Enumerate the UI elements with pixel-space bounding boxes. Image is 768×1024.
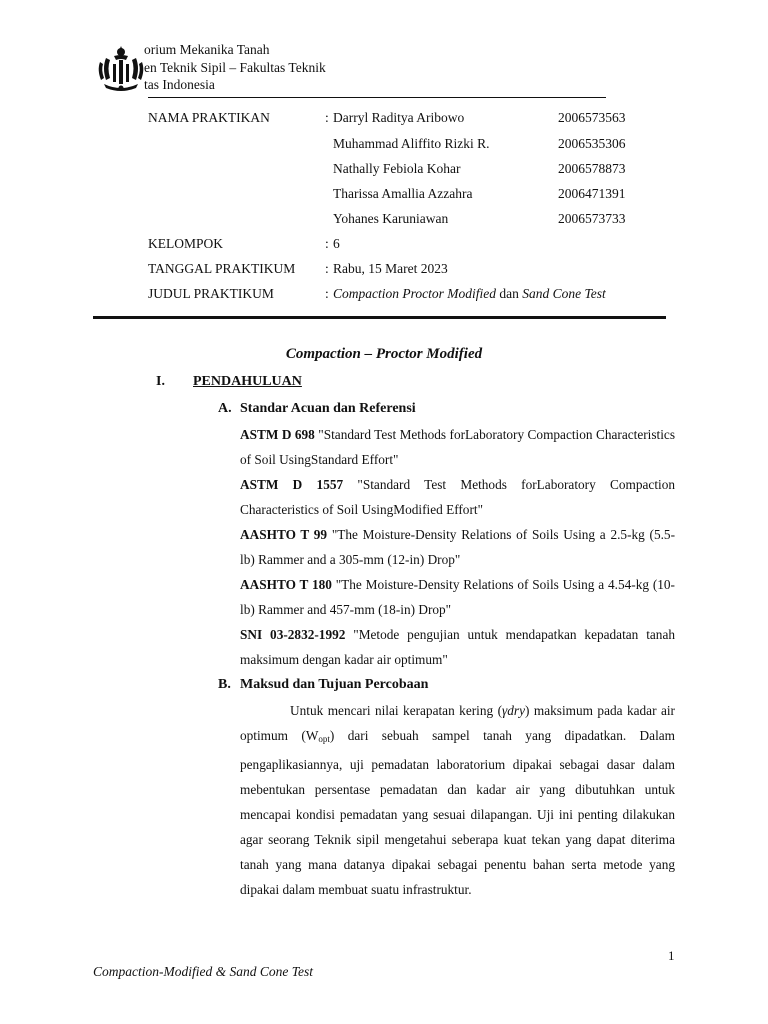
reference-text: "Metode pengujian untuk mendapatkan kepadatan tanah maksimum dengan kadar air optimum" [240,627,675,667]
tanggal-label: TANGGAL PRAKTIKUM [148,261,296,276]
member-nim: 2006535306 [558,136,626,151]
colon: : [325,261,329,276]
judul-part-3: Sand Cone Test [522,286,606,301]
identity-rule [93,316,666,319]
judul-value [333,286,606,302]
member-nim: 2006578873 [558,161,626,176]
reference-item [240,522,675,572]
reference-code: ASTM D 1557 [240,477,344,492]
subsection-letter: A. [218,401,232,416]
subsection-title: Standar Acuan dan Referensi [240,401,416,416]
member-name: Yohanes Karuniawan [333,211,449,226]
reference-text: "Standard Test Methods forLaboratory Compaction Characteristics of Soil UsingModified Effort" [240,477,676,517]
tanggal-value: Rabu, 15 Maret 2023 [333,261,448,276]
w-opt-subscript: opt [318,734,330,744]
section-number: I. [156,374,165,389]
reference-code: SNI 03-2832-1992 [240,627,346,642]
header-line-3: tas Indonesia [144,77,215,92]
document-title: Compaction – Proctor Modified [285,346,483,362]
paragraph-part-3: ) dari sebuah sampel tanah yang dipadatkan. Dalam pengaplikasiannya, uji pemadatan laboratorium dipakai sebagai dasar dalam mebentukan persentase pemadatan dan kadar air yang dibutuhkan untuk mencapai kondisi pemadatan yang sesuai dilapangan. Uji ini penting dilakukan agar seorang Teknik sipil mengetahui seberapa kuat tekan yang dapat diterima tanah yang mana datanya dipakai sebagai penentu bahan serta metode yang dipakai dalam membuat suatu infrastruktur. [240,728,676,897]
paragraph-part-2: ) maksimum pada kadar air optimum (W [240,703,675,743]
member-nim: 2006573563 [558,110,626,125]
member-nim: 2006471391 [558,186,626,201]
reference-item [240,472,675,522]
subsection-letter: B. [218,677,231,692]
member-name: Tharissa Amallia Azzahra [333,186,473,201]
university-emblem-icon [96,42,146,94]
member-name: Darryl Raditya Aribowo [333,110,465,125]
member-name: Nathally Febiola Kohar [333,161,461,176]
paragraph-part-1: Untuk mencari nilai kerapatan kering ( [290,703,503,718]
judul-part-2: dan [495,286,523,301]
purpose-paragraph [240,698,675,902]
section-title: PENDAHULUAN [193,374,302,389]
reference-item [240,422,675,472]
nama-label: NAMA PRAKTIKAN [148,110,270,125]
subsection-title: Maksud dan Tujuan Percobaan [240,677,429,692]
reference-item [240,572,675,622]
kelompok-value: 6 [333,236,340,251]
judul-part-1: Compaction Proctor Modified [333,286,496,301]
member-nim: 2006573733 [558,211,626,226]
page-number: 1 [668,948,675,963]
colon: : [325,236,329,251]
reference-code: ASTM D 698 [240,427,315,442]
header-line-1: orium Mekanika Tanah [144,42,270,57]
footer-title: Compaction-Modified & Sand Cone Test [93,964,313,979]
colon: : [325,286,329,301]
reference-text: "Standard Test Methods forLaboratory Compaction Characteristics of Soil UsingStandard Effort" [240,427,675,467]
judul-label: JUDUL PRAKTIKUM [148,286,274,301]
reference-text: "The Moisture-Density Relations of Soils Using a 2.5-kg (5.5- lb) Rammer and a 305-mm (12-in) Drop" [240,527,675,567]
gamma-dry: γdry [502,703,525,718]
colon: : [325,110,329,125]
reference-item [240,622,675,672]
reference-code: AASHTO T 99 [240,527,328,542]
reference-text: "The Moisture-Density Relations of Soils Using a 4.54-kg (10- lb) Rammer and 457-mm (18-in) Drop" [240,577,675,617]
header-line-2: en Teknik Sipil – Fakultas Teknik [144,60,326,75]
kelompok-label: KELOMPOK [148,236,224,251]
member-name: Muhammad Aliffito Rizki R. [333,136,490,151]
header-rule [148,97,606,98]
reference-code: AASHTO T 180 [240,577,332,592]
